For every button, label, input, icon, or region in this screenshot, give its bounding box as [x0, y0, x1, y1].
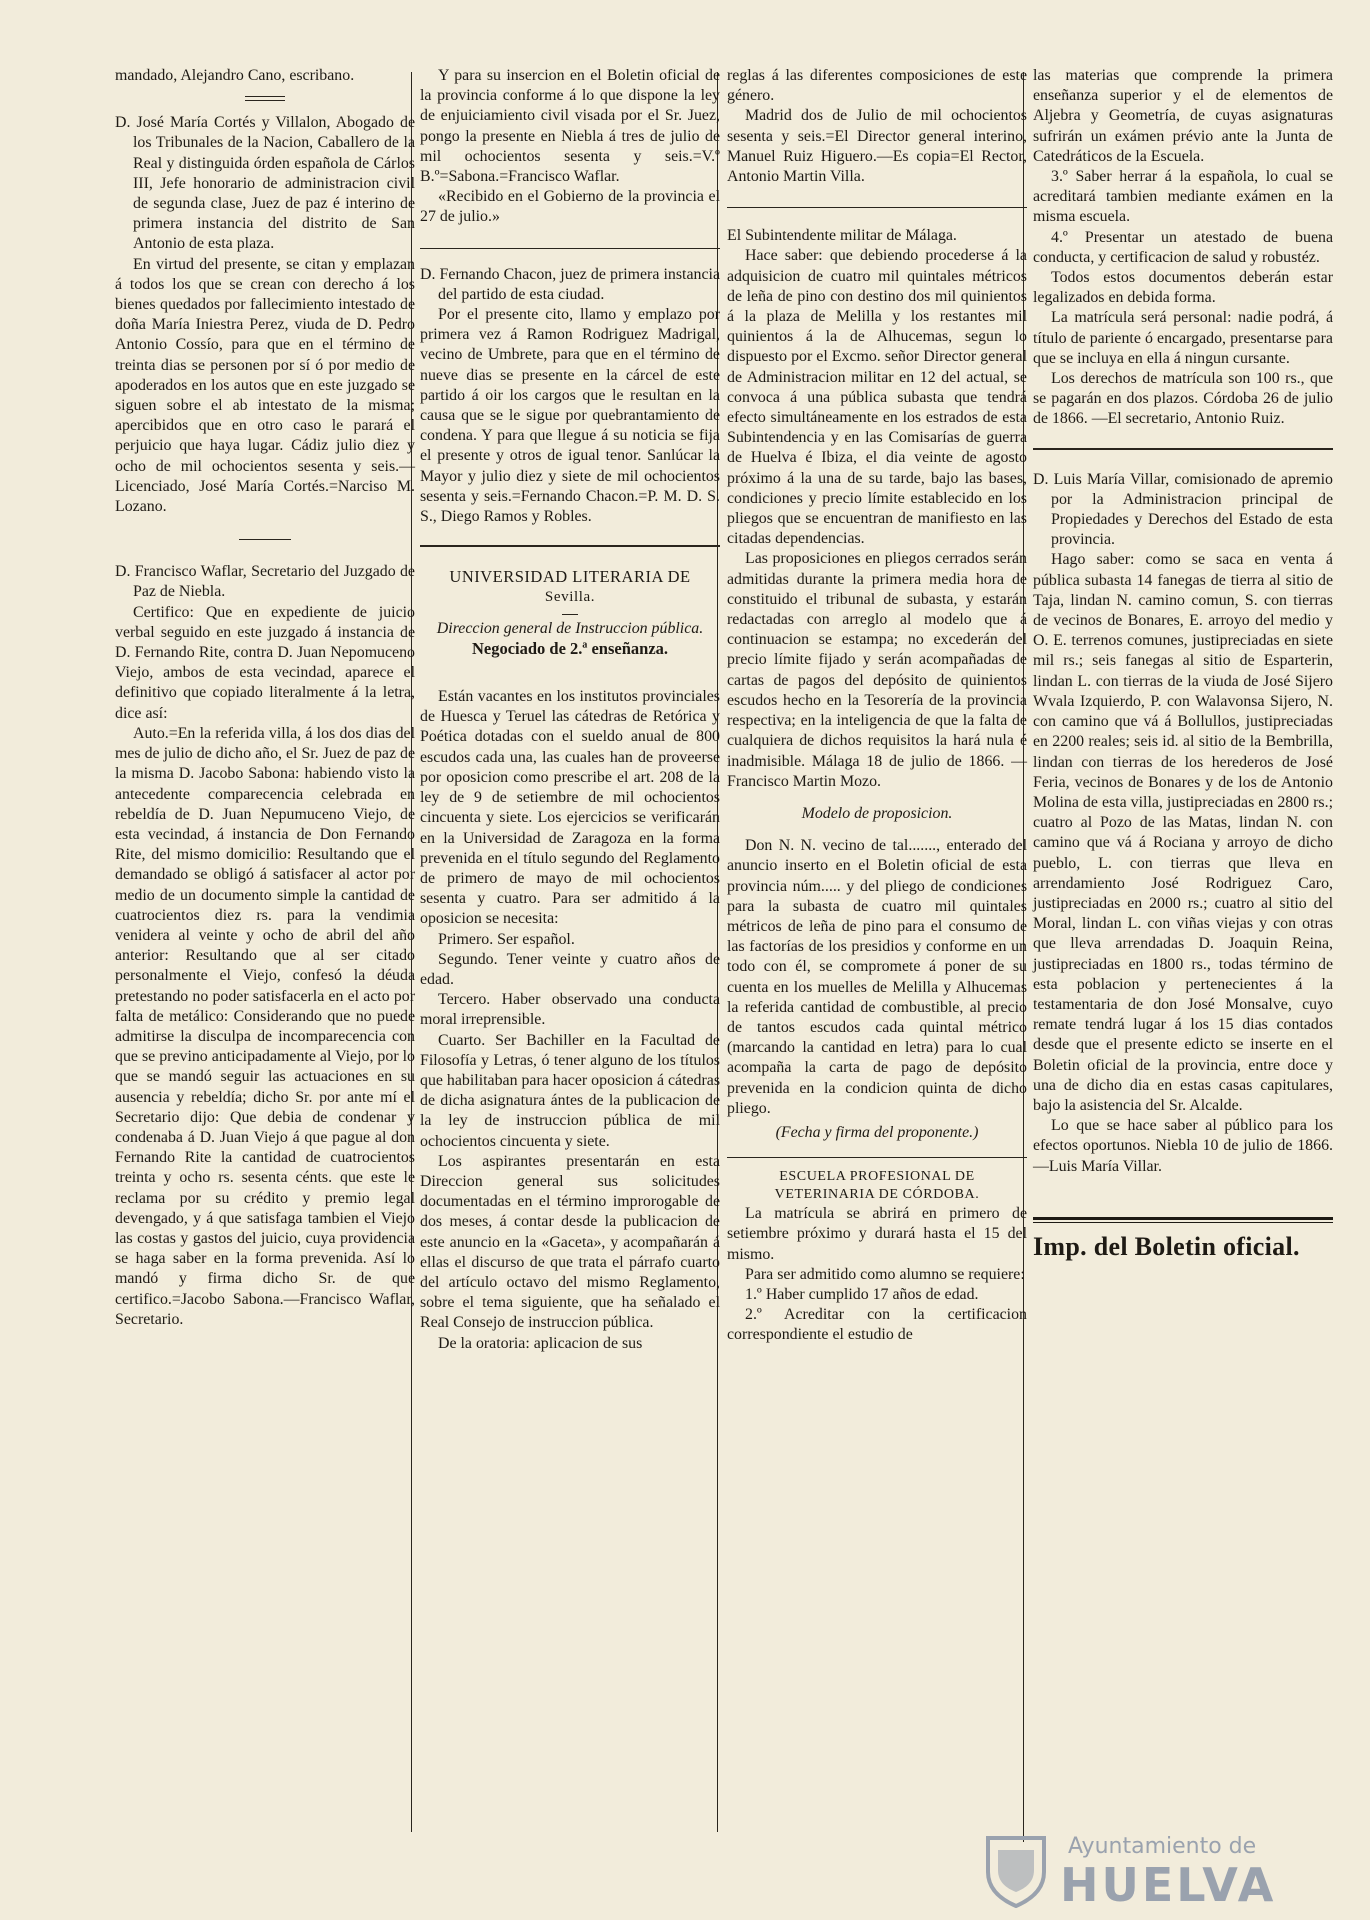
heading-direccion: Direccion general de Instruccion pública.	[436, 619, 704, 637]
notice-fecha-firma: (Fecha y firma del proponente.)	[775, 1123, 979, 1141]
notice-oratoria: De la oratoria: aplicacion de sus	[438, 1334, 643, 1352]
notice-certifico: Certifico: Que en expediente de juicio verbal seguido en este juzgado á instancia de D. Fernando Rite, contra D. Juan Nepomuceno Viejo, ambos de esta vecindad, aparece el definitivo que copiado literalmente á la letra, dice así:	[115, 603, 415, 722]
separator	[245, 96, 285, 101]
heading-modelo: Modelo de proposicion.	[801, 804, 953, 822]
watermark-line-2: HUELVA	[1060, 1858, 1277, 1912]
notice-lo-que: Lo que se hace saber al público para los efectos oportunos. Niebla 10 de julio de 1866.—Luis María Villar.	[1033, 1117, 1333, 1175]
notice-modelo-text: Don N. N. vecino de tal......., enterado del anuncio inserto en el Boletin oficial de esta provincia núm..... y del pliego de condiciones para la subasta de cuatro mil quintales métricos de leña de pino para el consumo de las factorías de los presidios y conforme en un todo con él, se compromete á poner de su cuenta en los muelles de Melilla y Alhucemas la referida cantidad de combustible, al precio de tantos escudos cada quintal métrico (marcando la cantidad en letra) para lo cual acompaña la carta de pago de depósito prevenida en la condicion quinta de dicho pliego.	[727, 837, 1027, 1117]
notice-documentos: Todos estos documentos deberán estar legalizados en debida forma.	[1033, 269, 1333, 307]
column-4	[1033, 66, 1333, 1261]
requisito-tercero: Tercero. Haber observado una conducta moral irreprensible.	[420, 991, 720, 1029]
heading-universidad: UNIVERSIDAD LITERARIA DE	[449, 567, 691, 587]
separator	[562, 614, 578, 615]
notice-heading-chacon: D. Fernando Chacon, juez de primera instancia del partido de esta ciudad.	[420, 265, 720, 303]
notice-hace-saber: Hace saber: que debiendo procederse á la adquisicion de cuatro mil quintales métricos de leña de pino con destino dos mil quinientos á la plaza de Melilla y los restantes mil quinientos á la de Alhucemas, segun lo dispuesto por el Excmo. señor Director general de Administracion militar en 12 del actual, se convoca á una pública subasta que tendrá efecto simultáneamente en los estrados de esta Subintendencia y en las Comisarías de guerra de Huelva é Ibiza, el dia veinte de agosto próximo á la una de su tarde, bajo las bases, condiciones y precio límite establecido en los pliegos que se encuentran de manifiesto en las citadas dependencias.	[727, 247, 1027, 548]
imprint: Imp. del Boletin oficial.	[1033, 1231, 1300, 1261]
notice-recibido: «Recibido en el Gobierno de la provincia el 27 de julio.»	[420, 188, 720, 226]
notice-heading-villar: D. Luis María Villar, comisionado de apremio por la Administracion principal de Propiedades y Derechos del Estado de esta provincia.	[1033, 470, 1333, 549]
requisito-cuarto: Cuarto. Ser Bachiller en la Facultad de Filosofía y Letras, ó tener alguno de los títulos que habilitaban para hacer oposicion á cátedras de dicha asignatura ántes de la publicacion de la ley de instruccion pública de mil ochocientos cincuenta y siete.	[420, 1031, 721, 1150]
notice-matricula-personal: La matrícula será personal: nadie podrá, á título de pariente ó encargado, presentarse para que se incluya en ella á ningun cursante.	[1033, 309, 1333, 367]
separator	[727, 207, 1027, 208]
separator	[727, 1157, 1027, 1158]
text-reglas: reglas á las diferentes composiciones de este género.	[727, 67, 1027, 105]
notice-vacantes: Están vacantes en los institutos provinciales de Huesca y Teruel las cátedras de Retórica y Poética dotadas con el sueldo anual de 800 escudos cada una, las cuales han de proveerse por oposicion como prescribe el art. 208 de la ley de 9 de setiembre de mil ochocientos cincuenta y siete. Los ejercicios se verificarán en la Universidad de Zaragoza en la forma prevenida en el título segundo del Reglamento de primero de mayo de mil ochocientos sesenta y cuatro. Para ser admitido á la oposicion se necesita:	[420, 688, 720, 928]
separator	[1033, 448, 1333, 450]
notice-heading-subintendente: El Subintendente militar de Málaga.	[727, 227, 957, 245]
notice-proposiciones: Las proposiciones en pliegos cerrados serán admitidas durante la primera media hora de constituido el tribunal de subasta, y estarán redactadas con arreglo al modelo que á continuacion se estampa; no excederán del precio límite fijado y serán acompañadas de cartas de pagos del depósito de quinientos escudos hecho en la Tesorería de la provincia respectiva; en la inteligencia de que la falta de cualquiera de dichos requisitos la hará nula é inadmisible. Málaga 18 de julio de 1866. —Francisco Martin Mozo.	[727, 550, 1027, 790]
separator	[420, 248, 720, 249]
requisito-3: 3.º Saber herrar á la española, lo cual se acreditará tambien mediante exámen en la misma escuela.	[1033, 168, 1333, 226]
text-materias: las materias que comprende la primera enseñanza superior y el de elementos de Aljebra y Geometría, de cuyas asignaturas sufrirán un exámen prévio ante la Junta de Catedráticos de la Escuela.	[1033, 67, 1333, 165]
text-mandado: mandado, Alejandro Cano, escribano.	[115, 67, 355, 84]
watermark-line-1: Ayuntamiento de	[1068, 1834, 1257, 1859]
notice-heading-cortes: D. José María Cortés y Villalon, Abogado de los Tribunales de la Nacion, Caballero de la Real y distinguida órden española de Cárlos III, Jefe honorario de administracion civil de segunda clase, Juez de paz é interino de primera instancia del distrito de San Antonio de esta plaza.	[115, 114, 415, 253]
notice-heading-waflar: D. Francisco Waflar, Secretario del Juzgado de Paz de Niebla.	[115, 563, 415, 601]
heading-escuela: ESCUELA PROFESIONAL DE VETERINARIA DE CÓRDOBA.	[774, 1169, 980, 1203]
notice-subasta: Hago saber: como se saca en venta á pública subasta 14 fanegas de tierra al sitio de Taja, lindan N. camino comun, S. con tierras de vecinos de Bonares, E. arroyo del medio y O. E. terrenos comunes, justipreciadas en siete mil rs.; seis fanegas al sitio de Esparterin, lindan L. con tierras de la viuda de José Sijero Wvala Izquierdo, P. con Walavonsa Sijero, N. con camino que vá á Bollullos, justipreciadas en 2200 reales; seis id. al sitio de la Bembrilla, lindan con tierras de los herederos de José Feria, vecinos de Bonares y de los de Antonio Molina de esta villa, justipreciadas en 2800 rs.; cuatro al Pozo de las Matas, lindan N. con camino que vá á Rociana y arroyo de dicho pueblo, L. con tierras que lleva en arrendamiento José Rodriguez Caro, justipreciadas en 2000 rs.; cuatro al sitio del Moral, lindan L. con viñas viejas y con otras que lleva arrendadas D. Joaquin Reina, justipreciadas en 1800 rs., todas término de esta poblacion y pertenecientes á la testamentaria de don José Monsalve, cuyo remate tendrá lugar á los 15 dias contados desde que el presente edicto se inserte en el Boletin oficial de la provincia, entre doce y una de dicho dia en estas casas capitulares, bajo la asistencia del Sr. Alcalde.	[1033, 551, 1333, 1114]
notice-auto: Auto.=En la referida villa, á los dos dias del mes de julio de dicho año, el Sr. Juez de paz de la misma D. Jacobo Sabona: habiendo visto la antecedente comparecencia celebrada en rebeldía de D. Juan Nepumuceno Viejo, de esta vecindad, á instancia de Don Fernando Rite, del mismo domicilio: Resultando que el demandado se obligó á satisfacer al actor por medio de un documento simple la cantidad de cuatrocientos diez rs. para la vendimia venidera al veinte y ocho de abril del año anterior: Resultando que al ser citado personalmente el Viejo, confesó la déuda pretestando no poder satisfacerla en el acto por falta de metálico: Considerando que no puede admitirse la disculpa de incomparecencia con que se previno anticipadamente al Viejo, por lo que se mandó seguir las actuaciones en su ausencia y rebeldía; dicho Sr. por ante mí el Secretario dijo: Que debia de condenar y condenaba á D. Juan Viejo á que pague al don Fernando Rite la cantidad de cuatrocientos treinta y ocho rs. sesenta cénts. que este le reclama por su crédito y premio legal devengado, y á que satisfaga tambien el Viejo las costas y gastos del juicio, cuya providencia se haga saber en la forma prevenida. Así lo mandó y firma dicho Sr. de que certifico.=Jacobo Sabona.—Francisco Waflar, Secretario.	[115, 724, 415, 1328]
notice-aspirantes: Los aspirantes presentarán en esta Direccion general sus solicitudes documentadas en el término improrogable de dos meses, á contar desde la publicacion de este anuncio en la «Gaceta», y acompañarán á ellas el discurso de que trata el párrafo cuarto del artículo octavo del mismo Reglamento, sobre el tema siguiente, que ha señalado el Real Consejo de instruccion pública.	[420, 1152, 720, 1332]
notice-body-chacon: Por el presente cito, llamo y emplazo por primera vez á Ramon Rodriguez Madrigal, vecino de Umbrete, para que en el término de nueve dias se presente en la cárcel de este partido á oir los cargos que le resultan en la causa que se le sigue por quebrantamiento de condena. Y para que llegue á su noticia se fija el presente y otros de igual tenor. Sanlúcar la Mayor y julio diez y siete de mil ochocientos sesenta y seis.=Fernando Chacon.=P. M. D. S. S., Diego Ramos y Robles.	[420, 306, 720, 526]
watermark	[962, 1824, 1352, 1914]
notice-para-ser: Para ser admitido como alumno se requiere:	[745, 1265, 1025, 1283]
requisito-4: 4.º Presentar un atestado de buena conducta, y certificacion de salud y robustéz.	[1033, 228, 1333, 266]
separator	[239, 539, 291, 540]
requisito-segundo: Segundo. Tener veinte y cuatro años de edad.	[420, 950, 720, 988]
column-3	[727, 66, 1027, 1346]
column-2	[420, 66, 720, 1354]
requisito-1: 1.º Haber cumplido 17 años de edad.	[745, 1285, 979, 1303]
notice-madrid: Madrid dos de Julio de mil ochocientos sesenta y seis.=El Director general interino, Manuel Ruiz Higuero.—Es copia=El Rector, Antonio Martin Villa.	[727, 107, 1027, 186]
requisito-2: 2.º Acreditar con la certificacion correspondiente el estudio de	[727, 1306, 1027, 1344]
requisito-primero: Primero. Ser español.	[438, 930, 575, 948]
coat-of-arms-icon	[982, 1832, 1050, 1908]
heading-sevilla: Sevilla.	[544, 589, 596, 606]
column-1	[115, 66, 415, 1330]
separator	[420, 545, 720, 547]
notice-matricula: La matrícula se abrirá en primero de setiembre próximo y durará hasta el 15 del mismo.	[727, 1205, 1027, 1263]
notice-derechos: Los derechos de matrícula son 100 rs., que se pagarán en dos plazos. Córdoba 26 de julio de 1866. —El secretario, Antonio Ruiz.	[1033, 370, 1333, 428]
notice-body-cortes: En virtud del presente, se citan y emplazan á todos los que se crean con derecho á los bienes quedados por fallecimiento intestado de doña María Iniestra Perez, viuda de D. Pedro Antonio Cossío, para que en el término de treinta dias se personen por sí ó por medio de apoderados en los autos que en este juzgado se siguen sobre el ab intestato de la misma; apercibidos que en otro caso le parará el perjuicio que haya lugar. Cádiz julio diez y ocho de mil ochocientos sesenta y seis.—Licenciado, José María Cortés.=Narciso M. Lozano.	[115, 255, 415, 516]
separator	[1033, 1217, 1333, 1223]
heading-negociado: Negociado de 2.ª enseñanza.	[471, 638, 669, 658]
notice-insercion: Y para su insercion en el Boletin oficial de la provincia conforme á lo que dispone la ley de enjuiciamiento civil visada por el Sr. Juez, pongo la presente en Niebla á tres de julio de mil ochocientos sesenta y seis.=V.º B.º=Sabona.=Francisco Waflar.	[420, 67, 720, 186]
